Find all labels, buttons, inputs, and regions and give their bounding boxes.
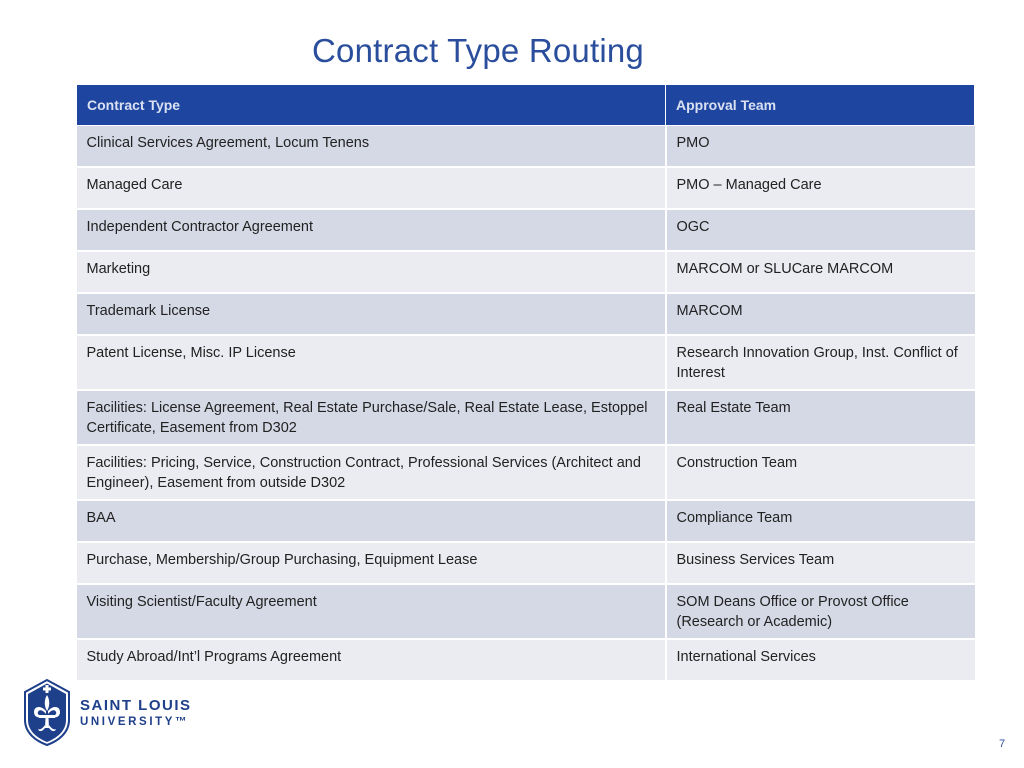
slu-logo bbox=[24, 678, 214, 748]
logo-wordmark-line1: SAINT LOUIS bbox=[80, 697, 192, 714]
header-contract-type: Contract Type bbox=[77, 85, 666, 126]
contract-type-cell: Study Abroad/Int’l Programs Agreement bbox=[77, 639, 666, 681]
table-row bbox=[77, 209, 975, 251]
routing-table-container bbox=[76, 84, 974, 682]
page-number: 7 bbox=[998, 738, 1006, 750]
table-row bbox=[77, 335, 975, 390]
routing-table bbox=[76, 84, 975, 682]
table-row bbox=[77, 445, 975, 500]
approval-team-cell: Construction Team bbox=[666, 445, 975, 500]
logo-wordmark-line2: UNIVERSITY™ bbox=[80, 716, 190, 728]
approval-team-cell: MARCOM or SLUCare MARCOM bbox=[666, 251, 975, 293]
contract-type-cell: Facilities: Pricing, Service, Construction Contract, Professional Services (Architect and Engineer), Easement from outside D302 bbox=[77, 445, 666, 500]
contract-type-cell: Clinical Services Agreement, Locum Tenens bbox=[77, 126, 666, 168]
contract-type-cell: BAA bbox=[77, 500, 666, 542]
table-row bbox=[77, 167, 975, 209]
header-approval-team: Approval Team bbox=[666, 85, 975, 126]
contract-type-cell: Marketing bbox=[77, 251, 666, 293]
approval-team-cell: SOM Deans Office or Provost Office (Research or Academic) bbox=[666, 584, 975, 639]
approval-team-cell: PMO – Managed Care bbox=[666, 167, 975, 209]
approval-team-cell: Real Estate Team bbox=[666, 390, 975, 445]
approval-team-cell: PMO bbox=[666, 126, 975, 168]
approval-team-cell: MARCOM bbox=[666, 293, 975, 335]
approval-team-cell: International Services bbox=[666, 639, 975, 681]
table-row bbox=[77, 500, 975, 542]
contract-type-cell: Facilities: License Agreement, Real Estate Purchase/Sale, Real Estate Lease, Estoppel Certificate, Easement from D302 bbox=[77, 390, 666, 445]
approval-team-cell: Compliance Team bbox=[666, 500, 975, 542]
table-row bbox=[77, 542, 975, 584]
fleur-de-lis-shield-icon bbox=[24, 678, 70, 746]
approval-team-cell: Business Services Team bbox=[666, 542, 975, 584]
contract-type-cell: Visiting Scientist/Faculty Agreement bbox=[77, 584, 666, 639]
slide-title: Contract Type Routing bbox=[312, 32, 644, 69]
table-row bbox=[77, 584, 975, 639]
table-header-row bbox=[77, 85, 975, 126]
table-row bbox=[77, 251, 975, 293]
table-row bbox=[77, 126, 975, 168]
approval-team-cell: OGC bbox=[666, 209, 975, 251]
contract-type-cell: Managed Care bbox=[77, 167, 666, 209]
table-row bbox=[77, 390, 975, 445]
table-row bbox=[77, 293, 975, 335]
contract-type-cell: Purchase, Membership/Group Purchasing, Equipment Lease bbox=[77, 542, 666, 584]
approval-team-cell: Research Innovation Group, Inst. Conflict of Interest bbox=[666, 335, 975, 390]
table-row bbox=[77, 639, 975, 681]
contract-type-cell: Patent License, Misc. IP License bbox=[77, 335, 666, 390]
contract-type-cell: Trademark License bbox=[77, 293, 666, 335]
contract-type-cell: Independent Contractor Agreement bbox=[77, 209, 666, 251]
